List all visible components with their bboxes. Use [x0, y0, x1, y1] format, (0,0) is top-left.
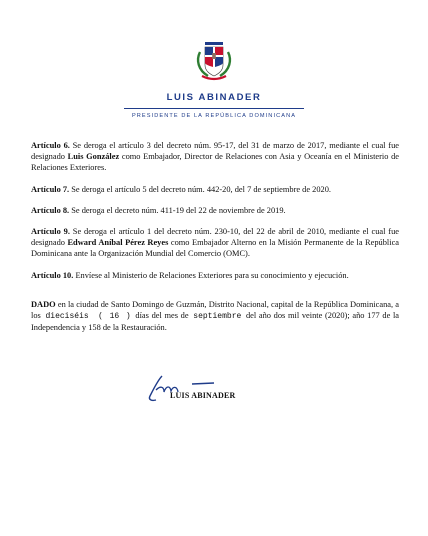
article-paragraph [31, 140, 399, 174]
letterhead [0, 38, 428, 119]
article-label: Artículo 8. [31, 205, 70, 215]
closing-text-2: días del mes de [132, 311, 192, 321]
national-coat-of-arms-icon [194, 38, 234, 82]
designee-name: Luis González [67, 152, 120, 162]
day-word-field: dieciséis [45, 312, 89, 322]
article-paragraph [31, 205, 399, 216]
closing-lead: DADO [31, 299, 56, 309]
article-list [31, 140, 399, 281]
article-text: Envíese al Ministerio de Relaciones Exteriores para su conocimiento y ejecución. [73, 270, 349, 280]
article-text: como Embajador, Director de Relaciones con Asia y Oceanía en el Ministerio de Relaciones Exteriores. [31, 152, 399, 173]
article-label: Artículo 9. [31, 227, 70, 237]
article-text: Se deroga el decreto núm. 411-19 del 22 de noviembre de 2019. [69, 205, 286, 215]
article-text: Se deroga el artículo 5 del decreto núm. 442-20, del 7 de septiembre de 2020. [69, 184, 332, 194]
article-paragraph [31, 270, 399, 281]
designee-name: Edward Aníbal Pérez Reyes [67, 238, 169, 248]
article-paragraph [31, 226, 399, 260]
closing-text-1: en la ciudad de Santo Domingo de Guzmán, Distrito Nacional, capital de la República Dominicana, a los [31, 299, 399, 321]
signatory-name: LUIS ABINADER [170, 391, 236, 400]
letterhead-name: LUIS ABINADER [166, 92, 262, 103]
day-number-field: 16 [109, 312, 120, 322]
article-text: Se deroga el artículo 3 del decreto núm. 95-17, del 31 de marzo de 2017, mediante el cual fue designado [31, 141, 399, 162]
letterhead-divider [124, 108, 304, 109]
month-field: septiembre [193, 312, 242, 322]
article-paragraph [31, 184, 399, 195]
decree-body [31, 140, 399, 343]
day-paren-close: ) [125, 312, 131, 322]
closing-text-3: del año dos mil veinte (2020); año 177 de la Independencia y 158 de la Restauración. [31, 311, 400, 333]
closing-paragraph [31, 299, 399, 334]
article-label: Artículo 6. [31, 141, 70, 150]
letterhead-role: PRESIDENTE DE LA REPÚBLICA DOMINICANA [131, 113, 297, 119]
article-label: Artículo 7. [31, 184, 70, 194]
article-text: Se deroga el artículo 1 del decreto núm. 230-10, del 22 de abril de 2010, mediante el cual fue designado [31, 227, 399, 248]
article-label: Artículo 10. [31, 270, 74, 280]
article-text: como Embajador Alterno en la Misión Permanente de la República Dominicana ante la Organización Mundial del Comercio (OMC). [31, 238, 400, 259]
day-paren-open: ( [98, 312, 103, 322]
